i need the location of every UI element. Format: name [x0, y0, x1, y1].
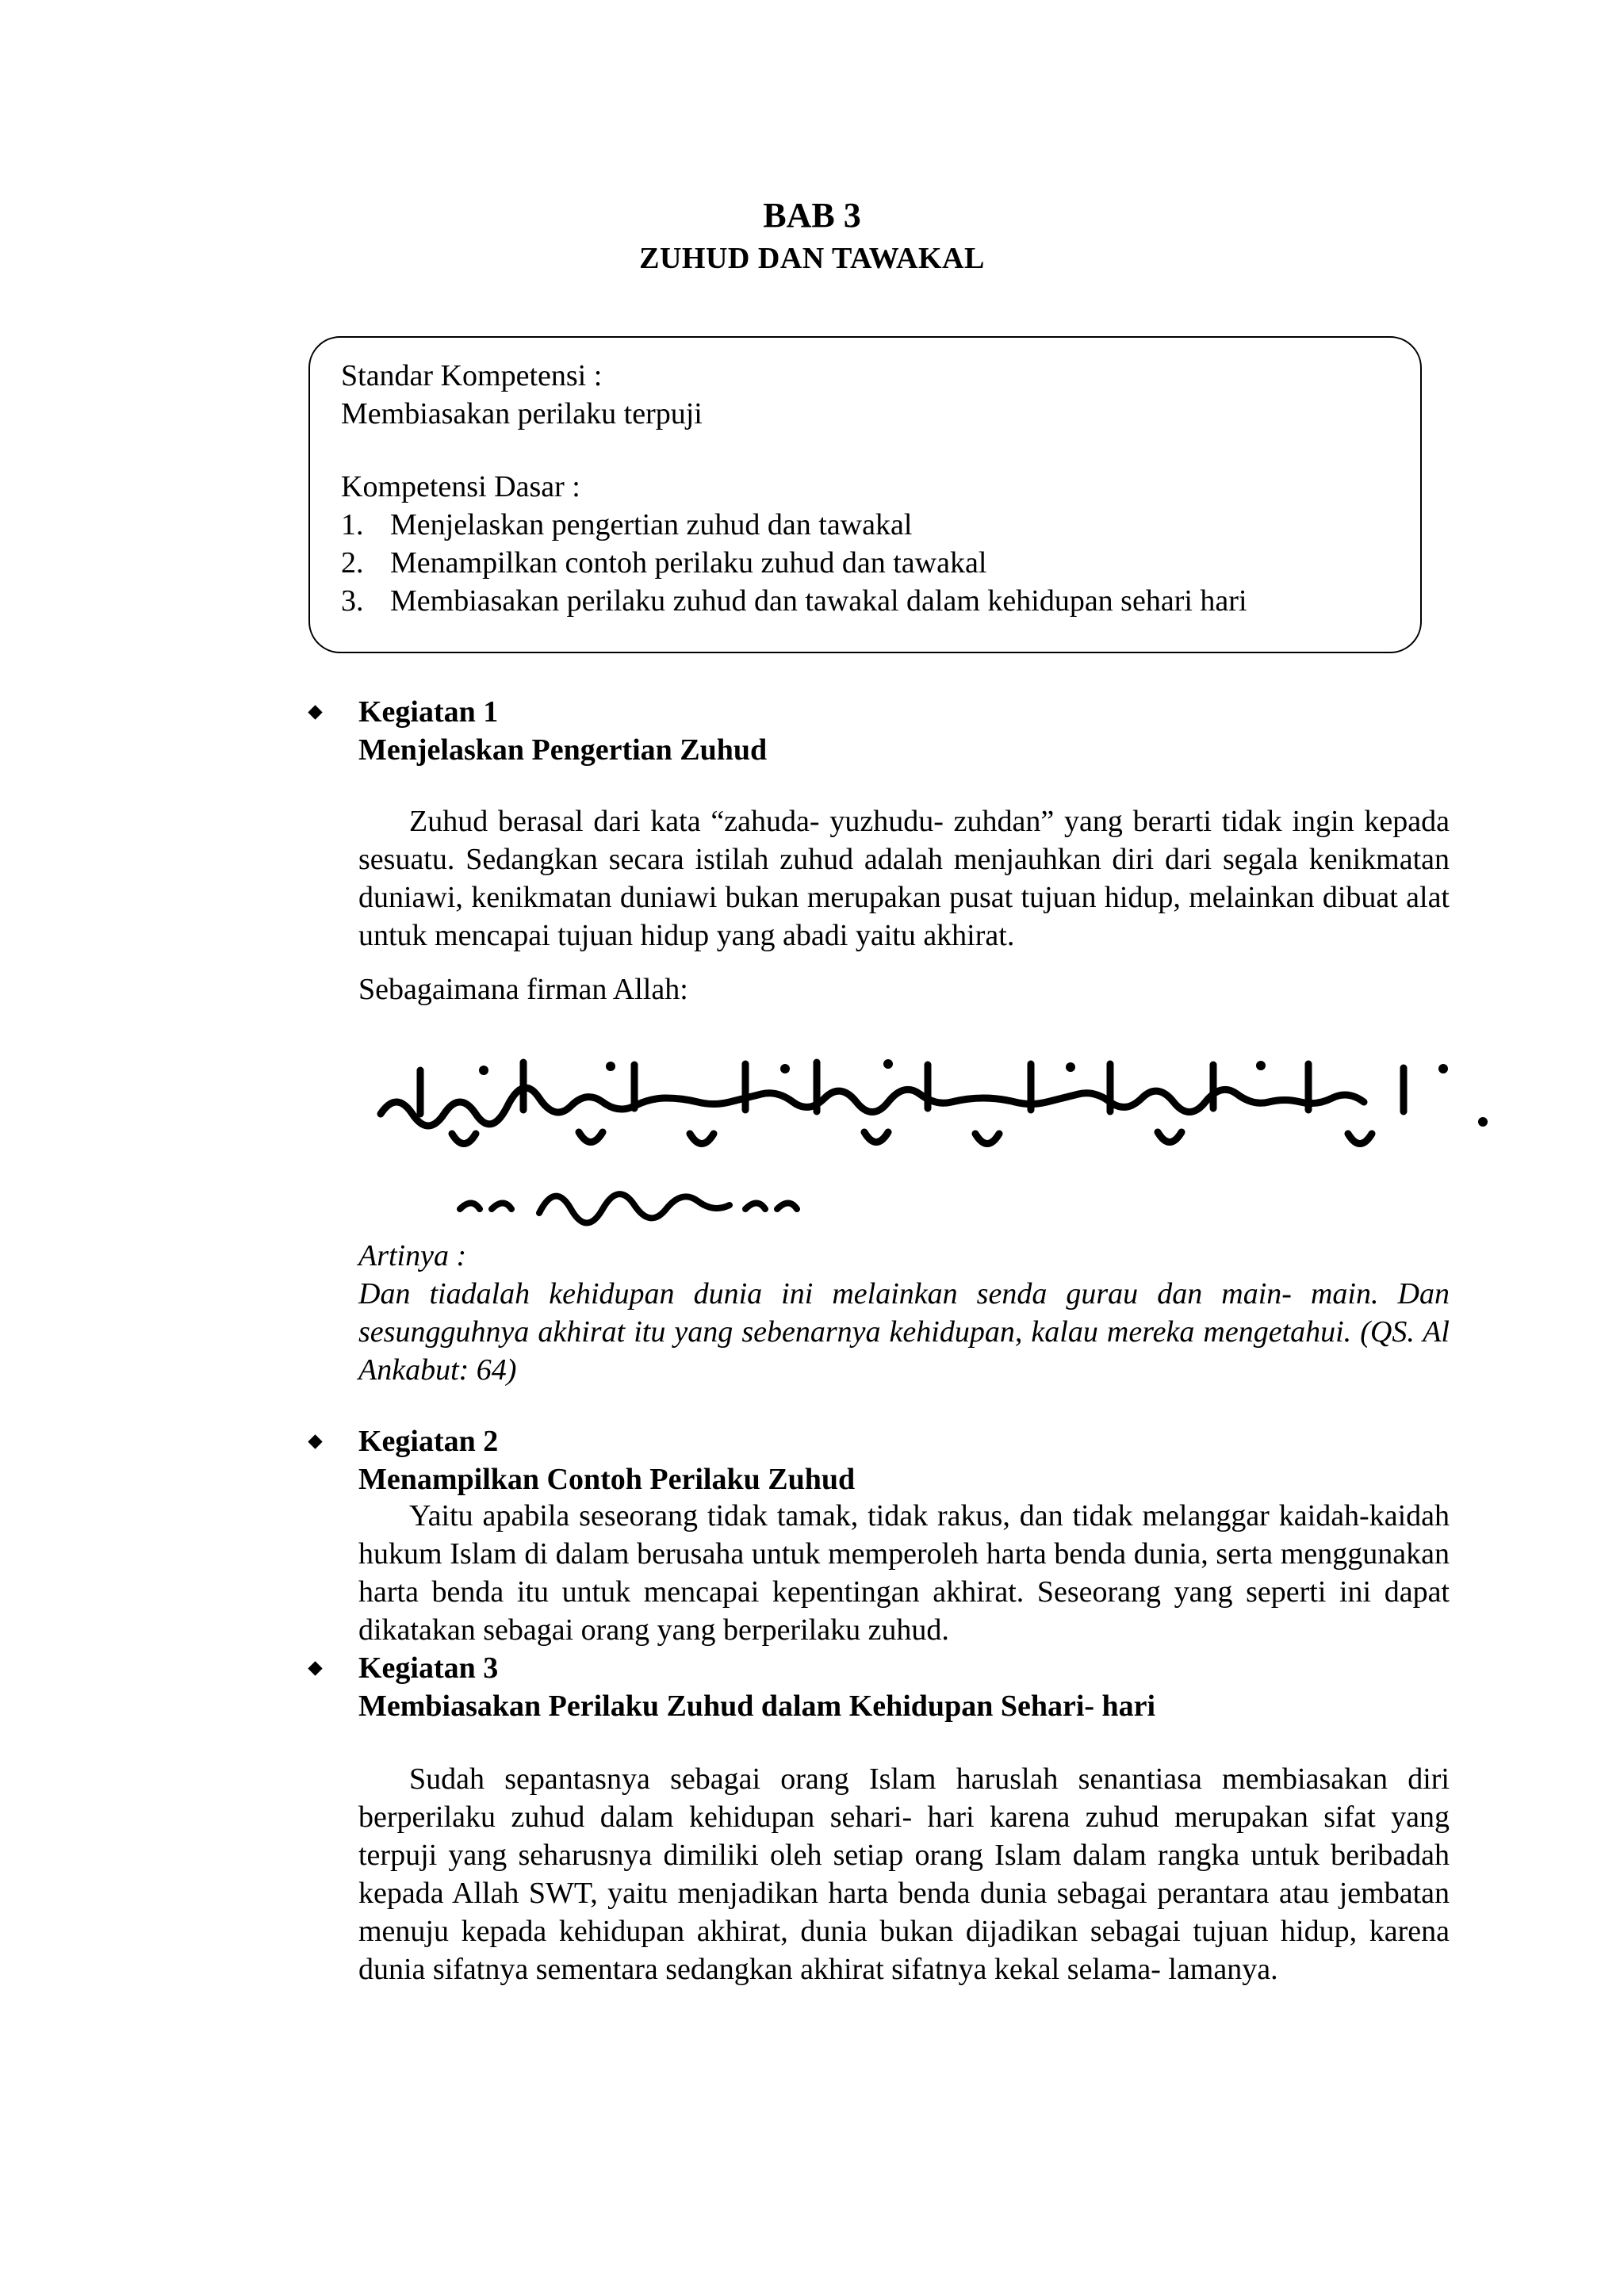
standard-competency-label: Standar Kompetensi : — [341, 359, 603, 392]
translation-label: Artinya : — [358, 1239, 467, 1272]
kegiatan2-paragraph: Yaitu apabila seseorang tidak tamak, tidak rakus, dan tidak melanggar kaidah-kaidah hukum Islam di dalam berusaha untuk memperoleh harta benda dunia, serta menggunakan harta benda itu untuk mencapai kepentingan akhirat. Seseorang yang seperti ini dapat dikatakan sebagai orang yang berperilaku zuhud. — [358, 1499, 1450, 1647]
bullet-diamond-icon — [308, 1661, 322, 1675]
kegiatan3-label: Kegiatan 3 — [358, 1651, 499, 1685]
kegiatan3-title: Membiasakan Perilaku Zuhud dalam Kehidupan Sehari- hari — [358, 1689, 1156, 1723]
chapter-title: ZUHUD DAN TAWAKAL — [639, 242, 985, 275]
bullet-diamond-icon — [308, 1434, 322, 1448]
quran-verse-image — [373, 1039, 1499, 1245]
kegiatan2-label: Kegiatan 2 — [358, 1425, 499, 1458]
chapter-number: BAB 3 — [763, 196, 861, 235]
kegiatan3-paragraph: Sudah sepantasnya sebagai orang Islam haruslah senantiasa membiasakan diri berperilaku zuhud dalam kehidupan sehari- hari karena zuhud merupakan sifat yang terpuji yang seharusnya dimiliki oleh setiap orang Islam dalam rangka untuk beribadah kepada Allah SWT, yaitu menjadikan harta benda dunia sebagai perantara atau jembatan menuju kepada kehidupan akhirat, dunia bukan dijadikan sebagai tujuan hidup, karena dunia sifatnya sementara sedangkan akhirat sifatnya kekal selama- lamanya. — [358, 1762, 1450, 1986]
basic-item-number: 3. — [341, 584, 364, 618]
kegiatan1-title: Menjelaskan Pengertian Zuhud — [358, 733, 768, 767]
kegiatan2-title: Menampilkan Contoh Perilaku Zuhud — [358, 1463, 856, 1496]
basic-item-text: Membiasakan perilaku zuhud dan tawakal dalam kehidupan sehari hari — [390, 584, 1247, 618]
basic-item-number: 2. — [341, 546, 364, 580]
standard-competency-value: Membiasakan perilaku terpuji — [341, 397, 703, 430]
basic-item-text: Menjelaskan pengertian zuhud dan tawakal — [390, 508, 913, 541]
bullet-diamond-icon — [308, 705, 322, 719]
basic-item-text: Menampilkan contoh perilaku zuhud dan tawakal — [390, 546, 987, 580]
translation-text: Dan tiadalah kehidupan dunia ini melainkan senda gurau dan main- main. Dan sesungguhnya akhirat itu yang sebenarnya kehidupan, kalau mereka mengetahui. (QS. Al Ankabut: 64) — [358, 1277, 1450, 1387]
basic-competency-label: Kompetensi Dasar : — [341, 470, 580, 503]
basic-item-number: 1. — [341, 508, 364, 541]
kegiatan1-paragraph: Zuhud berasal dari kata “zahuda- yuzhudu- zuhdan” yang berarti tidak ingin kepada sesuatu. Sedangkan secara istilah zuhud adalah menjauhkan diri dari segala kenikmatan duniawi, kenikmatan duniawi bukan merupakan pusat tujuan hidup, melainkan dibuat alat untuk mencapai tujuan hidup yang abadi yaitu akhirat. — [358, 805, 1450, 952]
kegiatan1-label: Kegiatan 1 — [358, 695, 499, 729]
kegiatan1-intro: Sebagaimana firman Allah: — [358, 973, 688, 1006]
